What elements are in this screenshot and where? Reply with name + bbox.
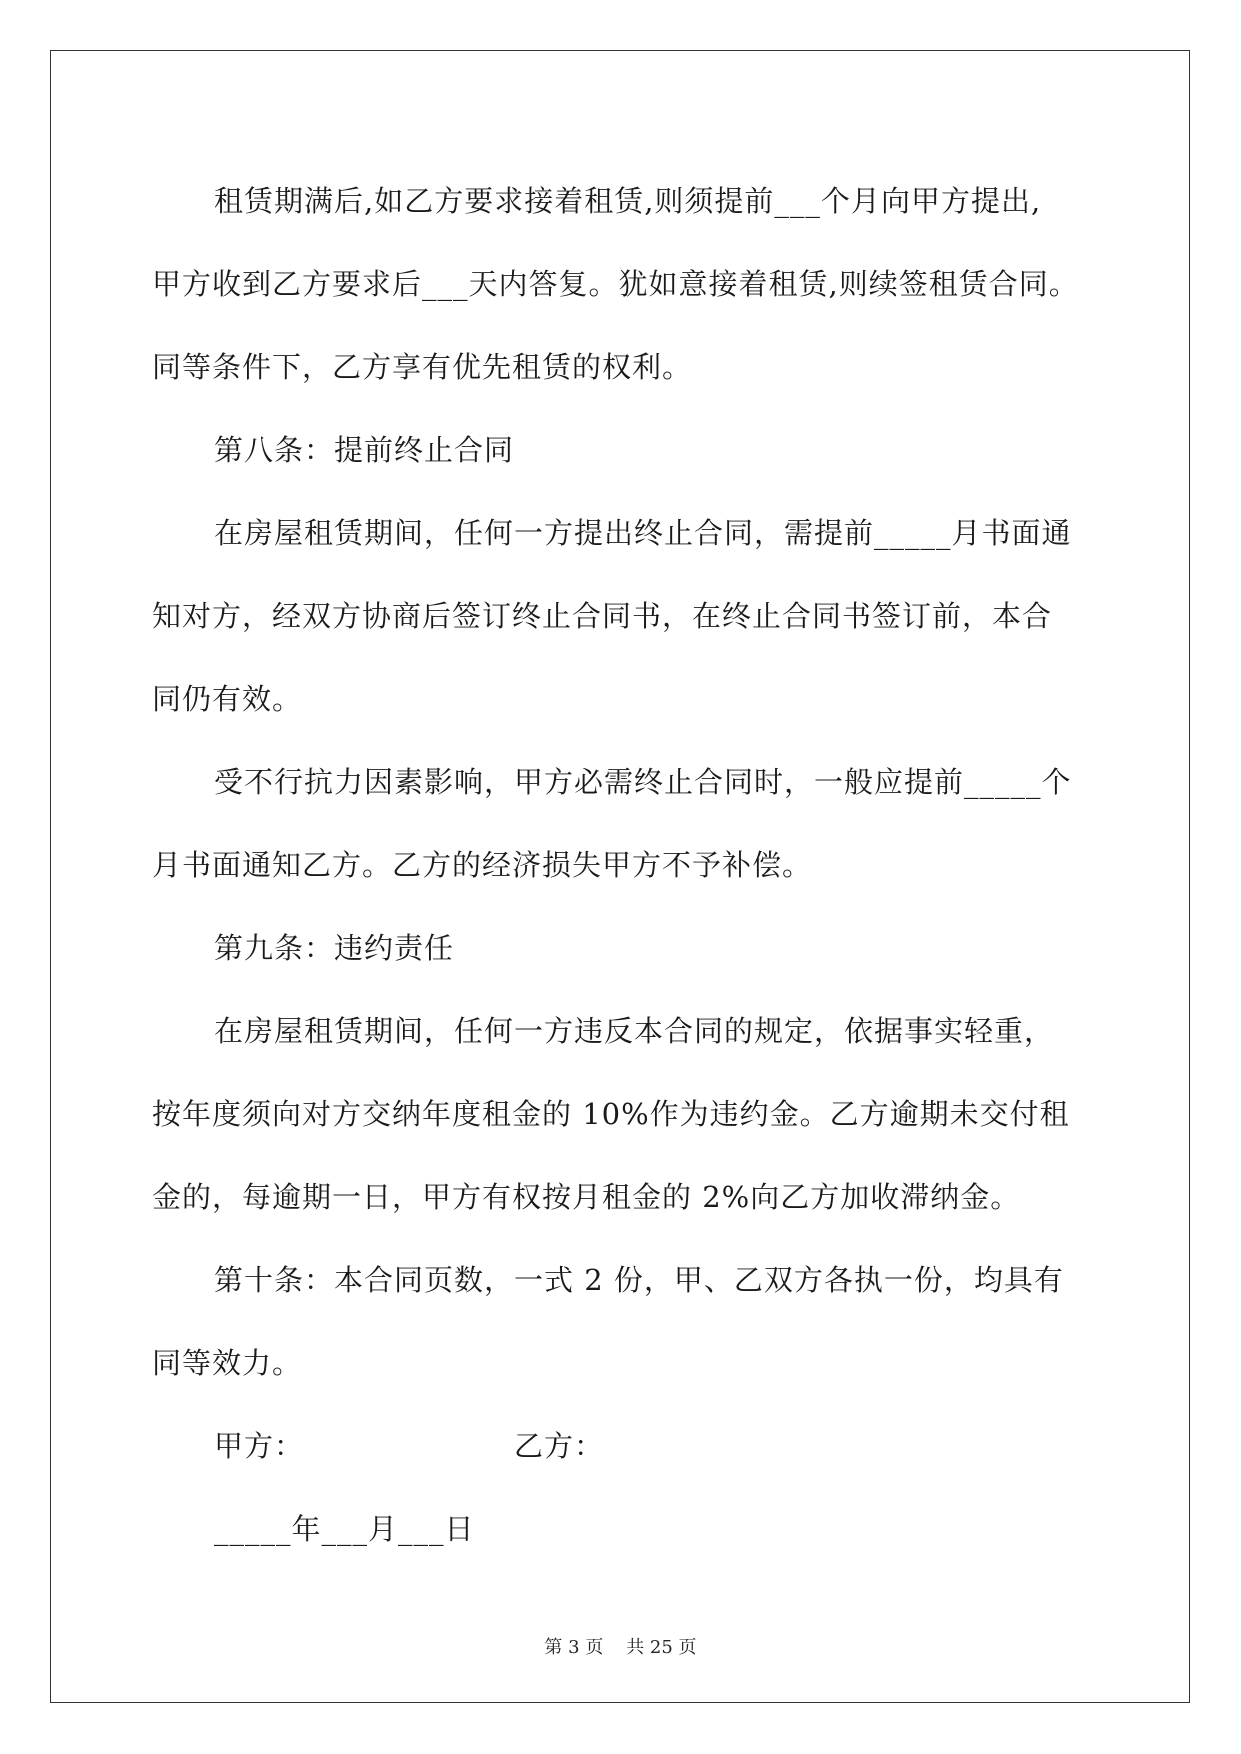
party-b-label: 乙方：: [514, 1429, 605, 1463]
party-a-label: 甲方：: [214, 1429, 305, 1463]
text-line: 在房屋租赁期间，任何一方违反本合同的规定，依据事实轻重，: [214, 1014, 1055, 1048]
document-body: [152, 160, 1090, 1571]
text-line: 在房屋租赁期间，任何一方提出终止合同，需提前_____月书面通: [214, 516, 1072, 550]
article-9-heading: [152, 907, 1090, 990]
text-line: 甲方收到乙方要求后___天内答复。犹如意接着租赁,则续签租赁合同。: [152, 267, 1079, 301]
date-row: [152, 1488, 1090, 1571]
text-line: 第九条：违约责任: [214, 931, 455, 965]
signature-date: _____年___月___日: [214, 1512, 475, 1546]
paragraph-article-8-force-majeure: [152, 741, 1090, 907]
text-line: 按年度须向对方交纳年度租金的 10%作为违约金。乙方逾期未交付租: [152, 1097, 1070, 1131]
page-footer: 第 3 页 共 25 页: [544, 1637, 697, 1658]
text-line: 第八条：提前终止合同: [214, 433, 515, 467]
paragraph-article-8-termination: [152, 492, 1090, 741]
paragraph-renewal: [152, 160, 1090, 409]
text-line: 月书面通知乙方。乙方的经济损失甲方不予补偿。: [152, 848, 813, 882]
article-8-heading: [152, 409, 1090, 492]
paragraph-article-10: [152, 1239, 1090, 1405]
text-line: 知对方，经双方协商后签订终止合同书，在终止合同书签订前，本合: [152, 599, 1053, 633]
text-line: 受不行抗力因素影响，甲方必需终止合同时，一般应提前_____个: [214, 765, 1072, 799]
text-line: 同仍有效。: [152, 682, 303, 716]
text-line: 第十条：本合同页数，一式 2 份，甲、乙双方各执一份，均具有: [214, 1263, 1064, 1297]
signature-row: [152, 1405, 1090, 1488]
text-line: 同等效力。: [152, 1346, 303, 1380]
text-line: 金的，每逾期一日，甲方有权按月租金的 2%向乙方加收滞纳金。: [152, 1180, 1021, 1214]
paragraph-article-9-liability: [152, 990, 1090, 1239]
text-line: 租赁期满后,如乙方要求接着租赁,则须提前___个月向甲方提出,: [214, 184, 1042, 218]
text-line: 同等条件下，乙方享有优先租赁的权利。: [152, 350, 693, 384]
